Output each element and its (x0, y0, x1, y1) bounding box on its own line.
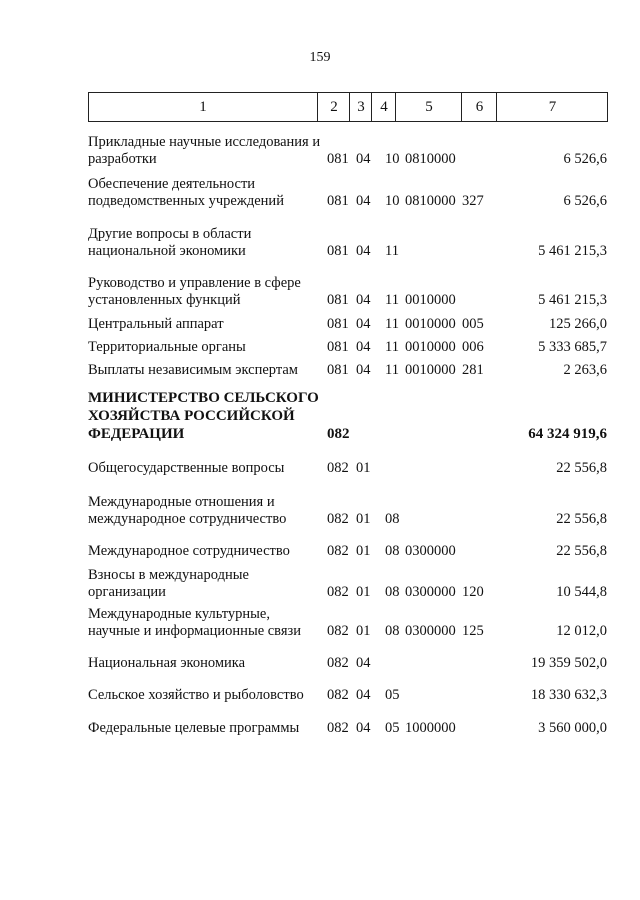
row-code-subsection: 08 (385, 623, 400, 639)
row-name: Прикладные научные исследования и разработки (88, 134, 321, 167)
row-code-target: 0810000 (405, 151, 456, 167)
table-row (0, 226, 640, 260)
row-code-section: 04 (356, 292, 371, 308)
row-code-ministry: 081 (327, 243, 349, 259)
row-amount: 3 560 000,0 (538, 720, 607, 736)
row-code-ministry: 082 (327, 720, 349, 736)
row-code-subsection: 08 (385, 584, 400, 600)
row-code-subsection: 10 (385, 151, 400, 167)
row-name: Национальная экономика (88, 655, 246, 671)
header-col-1: 1 (199, 99, 207, 115)
row-code-section: 01 (356, 623, 371, 639)
row-amount: 5 461 215,3 (538, 292, 607, 308)
row-code-target: 0810000 (405, 193, 456, 209)
row-code-section: 01 (356, 511, 371, 527)
row-code-expense: 006 (462, 339, 484, 355)
table-row (0, 540, 640, 560)
row-code-target: 1000000 (405, 720, 456, 736)
row-code-subsection: 11 (385, 316, 399, 332)
row-code-target: 0300000 (405, 543, 456, 559)
row-code-expense: 005 (462, 316, 484, 332)
row-amount: 10 544,8 (556, 584, 607, 600)
header-col-5: 5 (395, 93, 462, 121)
row-code-target: 0010000 (405, 292, 456, 308)
table-row (0, 457, 640, 477)
row-code-section: 04 (356, 316, 371, 332)
row-code-subsection: 05 (385, 720, 400, 736)
row-code-section: 04 (356, 243, 371, 259)
row-code-section: 01 (356, 584, 371, 600)
row-name: Центральный аппарат (88, 316, 224, 332)
row-code-section: 04 (356, 362, 371, 378)
row-amount: 22 556,8 (556, 511, 607, 527)
row-name: Международное сотрудничество (88, 543, 290, 559)
row-code-ministry: 081 (327, 193, 349, 209)
header-col-7: 7 (496, 93, 608, 121)
row-code-subsection: 10 (385, 193, 400, 209)
table-header (88, 92, 608, 122)
row-code-subsection: 11 (385, 292, 399, 308)
row-code-ministry: 082 (327, 687, 349, 703)
row-name: Другие вопросы в области национальной экономики (88, 226, 252, 259)
row-code-expense: 125 (462, 623, 484, 639)
table-row (0, 606, 640, 640)
row-code-expense: 120 (462, 584, 484, 600)
table-row (0, 717, 640, 737)
row-code-ministry: 081 (327, 339, 349, 355)
row-amount: 22 556,8 (556, 543, 607, 559)
header-col-3: 3 (349, 93, 372, 121)
row-code-section: 04 (356, 339, 371, 355)
row-code-section: 04 (356, 687, 371, 703)
row-code-subsection: 08 (385, 511, 400, 527)
row-name: Международные отношения и международное сотрудничество (88, 494, 287, 527)
header-col-6: 6 (461, 93, 497, 121)
table-row (0, 684, 640, 704)
row-code-section: 04 (356, 151, 371, 167)
row-name: Общегосударственные вопросы (88, 460, 285, 476)
row-code-subsection: 11 (385, 243, 399, 259)
row-amount: 12 012,0 (556, 623, 607, 639)
row-code-ministry: 081 (327, 316, 349, 332)
table-row (0, 494, 640, 528)
row-code-ministry: 082 (327, 426, 350, 442)
header-col-4: 4 (371, 93, 396, 121)
row-code-section: 01 (356, 543, 371, 559)
table-row (0, 313, 640, 333)
row-code-target: 0010000 (405, 339, 456, 355)
row-amount: 18 330 632,3 (530, 687, 607, 703)
row-code-ministry: 081 (327, 362, 349, 378)
row-name: Территориальные органы (88, 339, 246, 355)
row-name: Выплаты независимым экспертам (88, 362, 298, 378)
row-amount: 125 266,0 (549, 316, 607, 332)
table-row (0, 336, 640, 356)
table-row-ministry (0, 390, 640, 443)
table-row (0, 134, 640, 168)
row-code-target: 0010000 (405, 316, 456, 332)
row-code-ministry: 082 (327, 543, 349, 559)
row-amount: 6 526,6 (563, 193, 607, 209)
row-code-section: 01 (356, 460, 371, 476)
row-name: Сельское хозяйство и рыболовство (88, 687, 304, 703)
row-code-ministry: 082 (327, 460, 349, 476)
row-code-ministry: 082 (327, 584, 349, 600)
row-code-ministry: 081 (327, 292, 349, 308)
row-code-subsection: 11 (385, 339, 399, 355)
row-name: Международные культурные, научные и информационные связи (88, 606, 301, 639)
ministry-total-amount: 64 324 919,6 (528, 426, 607, 442)
table-row (0, 359, 640, 379)
ministry-name: МИНИСТЕРСТВО СЕЛЬСКОГО ХОЗЯЙСТВА РОССИЙСКОЙ ФЕДЕРАЦИИ (88, 390, 319, 442)
table-row (0, 275, 640, 309)
row-code-section: 04 (356, 655, 371, 671)
table-row (0, 652, 640, 672)
row-code-expense: 281 (462, 362, 484, 378)
row-amount: 6 526,6 (563, 151, 607, 167)
row-code-target: 0010000 (405, 362, 456, 378)
row-code-section: 04 (356, 720, 371, 736)
row-code-target: 0300000 (405, 623, 456, 639)
row-code-ministry: 082 (327, 623, 349, 639)
table-row (0, 567, 640, 601)
row-code-subsection: 05 (385, 687, 400, 703)
row-amount: 22 556,8 (556, 460, 607, 476)
page-number: 159 (309, 50, 331, 65)
row-name: Обеспечение деятельности подведомственных учреждений (88, 176, 284, 209)
row-name: Взносы в международные организации (88, 567, 249, 600)
row-amount: 19 359 502,0 (530, 655, 607, 671)
header-col-2: 2 (317, 93, 350, 121)
row-code-expense: 327 (462, 193, 484, 209)
row-name: Федеральные целевые программы (88, 720, 300, 736)
row-name: Руководство и управление в сфере установленных функций (88, 275, 301, 308)
row-amount: 5 333 685,7 (538, 339, 607, 355)
row-amount: 5 461 215,3 (538, 243, 607, 259)
row-code-subsection: 11 (385, 362, 399, 378)
table-row (0, 176, 640, 210)
row-code-ministry: 081 (327, 151, 349, 167)
row-code-target: 0300000 (405, 584, 456, 600)
row-code-subsection: 08 (385, 543, 400, 559)
row-amount: 2 263,6 (563, 362, 607, 378)
row-code-ministry: 082 (327, 655, 349, 671)
row-code-ministry: 082 (327, 511, 349, 527)
row-code-section: 04 (356, 193, 371, 209)
